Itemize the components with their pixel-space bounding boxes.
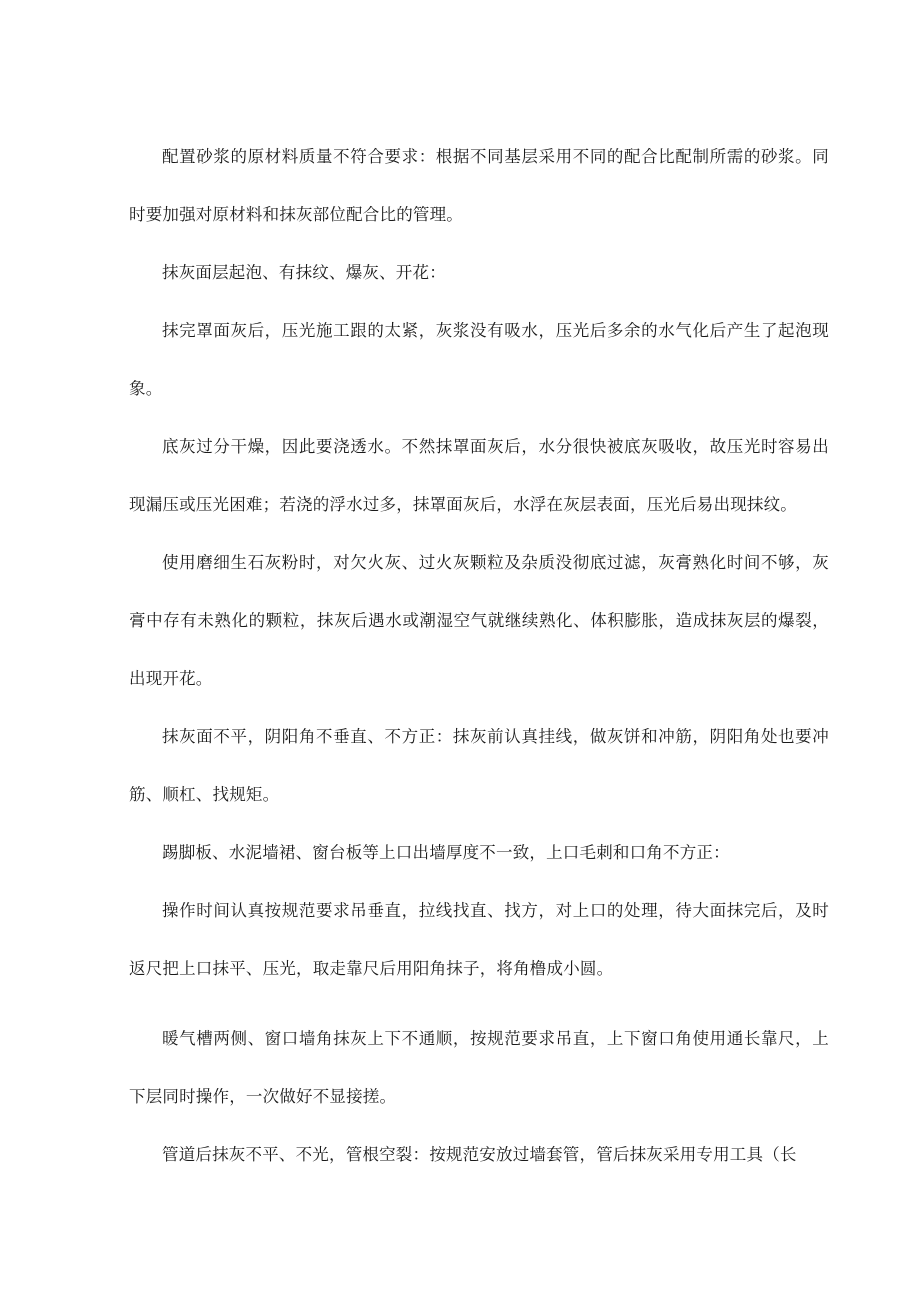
document-body xyxy=(129,128,829,1184)
paragraph-skirting-heading: 踢脚板、水泥墙裙、窗台板等上口出墙厚度不一致，上口毛刺和口角不方正： xyxy=(162,843,730,862)
paragraph-skirting-method: 操作时间认真按规范要求吊垂直，拉线找直、找方，对上口的处理，待大面抹完后，及时返尺把上口抹平、压光，取走靠尺后用阳角抹子，将角橹成小圆。 xyxy=(129,901,829,978)
paragraph-blistering-heading: 抹灰面层起泡、有抹纹、爆灰、开花： xyxy=(162,263,446,282)
paragraph-mortar-materials: 配置砂浆的原材料质量不符合要求：根据不同基层采用不同的配合比配制所需的砂浆。同时要加强对原材料和抹灰部位配合比的管理。 xyxy=(129,147,829,224)
paragraph-quicklime-powder: 使用磨细生石灰粉时，对欠火灰、过火灰颗粒及杂质没彻底过滤，灰膏熟化时间不够，灰膏中存有未熟化的颗粒，抹灰后遇水或潮湿空气就继续熟化、体积膨胀，造成抹灰层的爆裂，出现开花。 xyxy=(129,553,829,688)
paragraph-pipe-plastering: 管道后抹灰不平、不光，管根空裂：按规范安放过墙套管，管后抹灰采用专用工具（长 xyxy=(162,1145,797,1164)
paragraph-dry-base-coat: 底灰过分干燥，因此要浇透水。不然抹罩面灰后，水分很快被底灰吸收，故压光时容易出现漏压或压光困难；若浇的浮水过多，抹罩面灰后，水浮在灰层表面，压光后易出现抹纹。 xyxy=(129,437,829,514)
paragraph-uneven-corners: 抹灰面不平，阴阳角不垂直、不方正：抹灰前认真挂线，做灰饼和冲筋，阴阳角处也要冲筋、顺杠、找规矩。 xyxy=(129,727,829,804)
paragraph-radiator-slot: 暖气槽两侧、窗口墙角抹灰上下不通顺，按规范要求吊直，上下窗口角使用通长靠尺，上下层同时操作，一次做好不显接搓。 xyxy=(129,1029,829,1106)
paragraph-blistering-cause: 抹完罩面灰后，压光施工跟的太紧，灰浆没有吸水，压光后多余的水气化后产生了起泡现象。 xyxy=(129,321,829,398)
